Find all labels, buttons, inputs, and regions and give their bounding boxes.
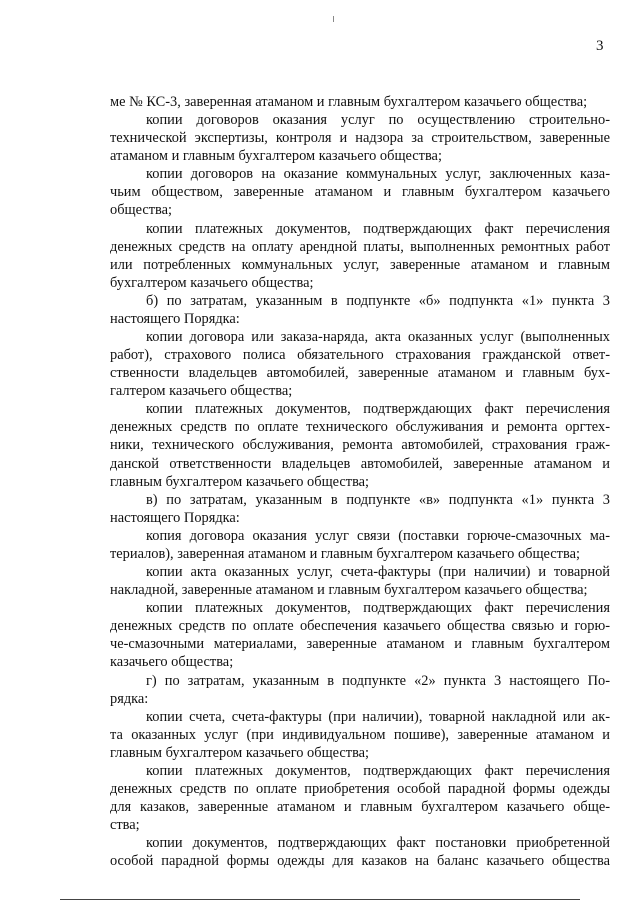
text-line: ства; bbox=[110, 817, 140, 834]
text-line: для казаков, заверенные атаманом и главным бухгалтером казачьего обще- bbox=[110, 799, 610, 816]
body-text bbox=[110, 93, 610, 870]
text-line: копии платежных документов, подтверждающих факт перечисления bbox=[146, 762, 610, 779]
text-line: в) по затратам, указанным в подпункте «в» подпункта «1» пункта 3 bbox=[146, 491, 610, 508]
text-line: денежных средств на оплату арендной платы, выполненных ремонтных работ bbox=[110, 238, 610, 255]
text-line: бухгалтером казачьего общества; bbox=[110, 274, 314, 291]
text-line: данской ответственности владельцев автомобилей, заверенные атаманом и bbox=[110, 455, 610, 472]
text-line: копии документов, подтверждающих факт постановки приобретенной bbox=[146, 835, 610, 852]
text-line: копии платежных документов, подтверждающих факт перечисления bbox=[146, 600, 610, 617]
text-line: денежных средств по оплате приобретения особой парадной формы одежды bbox=[110, 780, 610, 797]
text-line: г) по затратам, указанным в подпункте «2» пункта 3 настоящего По- bbox=[146, 672, 610, 689]
text-line: или потребленных коммунальных услуг, заверенные атаманом и главным bbox=[110, 256, 610, 273]
text-line: особой парадной формы одежды для казаков на баланс казачьего общества bbox=[110, 853, 610, 870]
text-line: копии договоров на оказание коммунальных услуг, заключенных каза- bbox=[146, 166, 610, 183]
text-line: ственности владельцев автомобилей, заверенные атаманом и главным бух- bbox=[110, 365, 610, 382]
text-line: копии платежных документов, подтверждающих факт перечисления bbox=[146, 401, 610, 418]
text-line: работ), страхового полиса обязательного страхования гражданской ответ- bbox=[110, 347, 610, 364]
text-line: главным бухгалтером казачьего общества; bbox=[110, 744, 370, 761]
text-line: казачьего общества; bbox=[110, 654, 234, 671]
text-line: накладной, заверенные атаманом и главным бухгалтером казачьего общества; bbox=[110, 582, 588, 599]
text-line: настоящего Порядка: bbox=[110, 310, 240, 327]
scan-edge-line bbox=[60, 899, 580, 900]
text-line: копии договора или заказа-наряда, акта оказанных услуг (выполненных bbox=[146, 329, 610, 346]
text-line: денежных средств по оплате технического обслуживания и ремонта оргтех- bbox=[110, 419, 610, 436]
text-line: копия договора оказания услуг связи (поставки горюче-смазочных ма- bbox=[146, 527, 610, 544]
text-line: копии платежных документов, подтверждающих факт перечисления bbox=[146, 220, 610, 237]
text-line: териалов), заверенная атаманом и главным бухгалтером казачьего общества; bbox=[110, 545, 580, 562]
text-line: б) по затратам, указанным в подпункте «б» подпункта «1» пункта 3 bbox=[146, 292, 610, 309]
text-line: общества; bbox=[110, 202, 173, 219]
text-line: галтером казачьего общества; bbox=[110, 383, 293, 400]
text-line: чьим обществом, заверенные атаманом и главным бухгалтером казачьего bbox=[110, 184, 610, 201]
text-line: че-смазочными материалами, заверенные атаманом и главным бухгалтером bbox=[110, 636, 610, 653]
scan-mark bbox=[333, 16, 334, 22]
text-line: рядка: bbox=[110, 690, 149, 707]
text-line: атаманом и главным бухгалтером казачьего общества; bbox=[110, 148, 442, 165]
page-number: 3 bbox=[596, 38, 604, 54]
text-line: настоящего Порядка: bbox=[110, 509, 240, 526]
text-line: технической экспертизы, контроля и надзора за строительством, заверенные bbox=[110, 130, 610, 147]
text-line: ники, технического обслуживания, ремонта автомобилей, страхования граж- bbox=[110, 437, 610, 454]
text-line: копии акта оказанных услуг, счета-фактуры (при наличии) и товарной bbox=[146, 564, 610, 581]
text-line: главным бухгалтером казачьего общества; bbox=[110, 473, 370, 490]
text-line: копии договоров оказания услуг по осуществлению строительно- bbox=[146, 112, 610, 129]
text-line: денежных средств по оплате обеспечения казачьего общества связью и горю- bbox=[110, 618, 610, 635]
text-line: копии счета, счета-фактуры (при наличии), товарной накладной или ак- bbox=[146, 708, 610, 725]
text-line: ме № КС-3, заверенная атаманом и главным бухгалтером казачьего общества; bbox=[110, 94, 588, 110]
text-line: та оказанных услуг (при индивидуальном пошиве), заверенные атаманом и bbox=[110, 726, 610, 743]
